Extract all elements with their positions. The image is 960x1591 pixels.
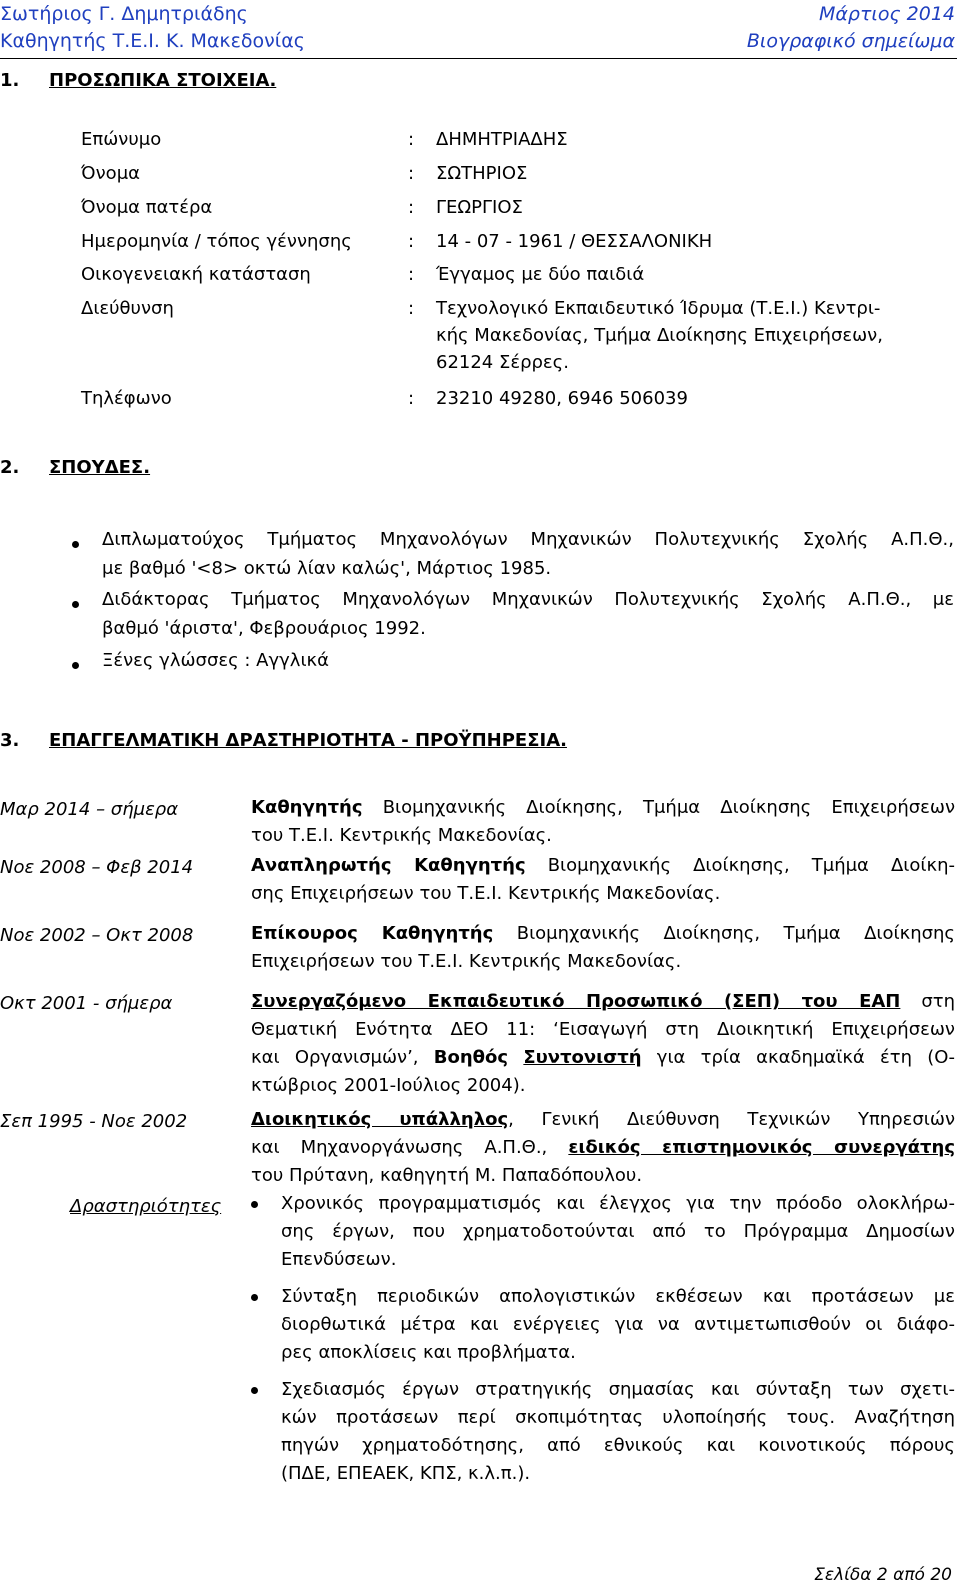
personal-value: Έγγαμος με δύο παιδιά <box>436 264 645 285</box>
experience-line: Θεματική Ενότητα ΔΕΟ 11: ‘Εισαγωγή στη Διοικητική Επιχειρήσεων <box>251 1019 955 1040</box>
experience-entry <box>251 794 955 850</box>
experience-entry <box>251 920 955 976</box>
activity-line: Επενδύσεων. <box>281 1249 397 1270</box>
activity-line: κών προτάσεων περί σκοπιμότητας υλοποίησής τους. Αναζήτηση <box>281 1407 955 1428</box>
experience-line: του Πρύτανη, καθηγητή Μ. Παπαδόπουλου. <box>251 1165 643 1186</box>
study-line: με βαθμό '<8> οκτώ λίαν καλώς', Μάρτιος 1985. <box>102 558 552 579</box>
activity-line: διορθωτικά μέτρα και ενέργειες για να αντιμετωπισθούν οι διάφο- <box>281 1314 955 1335</box>
personal-colon: : <box>408 129 415 150</box>
running-header <box>0 0 957 59</box>
personal-label: Οικογενειακή κατάσταση <box>81 264 311 285</box>
personal-colon: : <box>408 163 415 184</box>
section-title: ΕΠΑΓΓΕΛΜΑΤΙΚΗ ΔΡΑΣΤΗΡΙΟΤΗΤΑ - ΠΡΟΫΠΗΡΕΣΙΑ. <box>49 730 567 751</box>
personal-value: ΔΗΜΗΤΡΙΑΔΗΣ <box>436 129 568 150</box>
bullet-icon <box>251 1387 258 1394</box>
experience-text: και Μηχανοργάνωσης Α.Π.Θ., <box>251 1137 569 1158</box>
experience-text: Βιομηχανικής Διοίκησης, Τμήμα Διοίκη- <box>525 855 956 876</box>
personal-value: 23210 49280, 6946 506039 <box>436 388 688 409</box>
experience-role: Διοικητικός υπάλληλος <box>251 1109 509 1130</box>
activity-line: Σύνταξη περιοδικών απολογιστικών εκθέσεων και προτάσεων με <box>281 1286 955 1307</box>
section-number: 2. <box>0 457 20 478</box>
experience-role: Βοηθός <box>433 1047 509 1068</box>
activity-line: ρες αποκλίσεις και προβλήματα. <box>281 1342 576 1363</box>
section-heading-experience <box>0 730 567 752</box>
personal-label: Διεύθυνση <box>81 298 174 319</box>
experience-role: Καθηγητής <box>251 797 363 818</box>
study-line: Διδάκτορας Τμήματος Μηχανολόγων Μηχανικών Πολυτεχνικής Σχολής Α.Π.Θ., με <box>102 589 954 610</box>
personal-label: Επώνυμο <box>81 129 162 150</box>
activity-line: Σχεδιασμός έργων στρατηγικής σημασίας και σύνταξη των σχετι- <box>281 1379 955 1400</box>
section-number: 1. <box>0 70 20 91</box>
experience-role: Επίκουρος Καθηγητής <box>251 923 494 944</box>
personal-colon: : <box>408 388 415 409</box>
activity-line: πηγών χρηματοδότησης, από εθνικούς και κοινοτικούς πόρους <box>281 1435 955 1456</box>
experience-line: Επιχειρήσεων του Τ.Ε.Ι. Κεντρικής Μακεδονίας. <box>251 951 682 972</box>
personal-colon: : <box>408 197 415 218</box>
personal-label: Τηλέφωνο <box>81 388 172 409</box>
experience-period: Σεπ 1995 - Νοε 2002 <box>0 1111 188 1132</box>
experience-text: στη <box>900 991 955 1012</box>
header-date: Μάρτιος 2014 <box>818 3 955 25</box>
experience-text <box>508 1047 523 1068</box>
study-line: βαθμό 'άριστα', Φεβρουάριος 1992. <box>102 618 426 639</box>
section-title: ΣΠΟΥΔΕΣ. <box>49 457 151 478</box>
experience-text: Βιομηχανικής Διοίκησης, Τμήμα Διοίκησης Επιχειρήσεων <box>362 797 955 818</box>
experience-line <box>251 1044 955 1072</box>
experience-text: για τρία ακαδημαϊκά έτη (Ο- <box>641 1047 955 1068</box>
section-heading-personal <box>0 70 276 92</box>
experience-entry <box>251 852 955 908</box>
experience-role: Αναπληρωτής Καθηγητής <box>251 855 526 876</box>
section-title: ΠΡΟΣΩΠΙΚΑ ΣΤΟΙΧΕΙΑ. <box>49 70 277 91</box>
personal-value: ΓΕΩΡΓΙΟΣ <box>436 197 523 218</box>
personal-value: 14 - 07 - 1961 / ΘΕΣΣΑΛΟΝΙΚΗ <box>436 231 713 252</box>
study-line: Ξένες γλώσσες : Αγγλικά <box>102 650 330 671</box>
experience-role: ειδικός επιστημονικός συνεργάτης <box>568 1137 956 1158</box>
activity-line: Χρονικός προγραμματισμός και έλεγχος για την πρόοδο ολοκλήρω- <box>281 1193 955 1214</box>
personal-colon: : <box>408 264 415 285</box>
experience-text: και Οργανισμών’, <box>251 1047 434 1068</box>
address-line: κής Μακεδονίας, Τμήμα Διοίκησης Επιχειρήσεων, <box>436 325 883 346</box>
experience-line <box>251 852 955 880</box>
personal-label: Όνομα <box>81 163 141 184</box>
experience-role: Συντονιστή <box>523 1047 642 1068</box>
experience-period: Μαρ 2014 – σήμερα <box>0 799 179 820</box>
experience-period: Νοε 2002 – Οκτ 2008 <box>0 925 194 946</box>
experience-line <box>251 1106 955 1134</box>
study-line: Διπλωματούχος Τμήματος Μηχανολόγων Μηχανικών Πολυτεχνικής Σχολής Α.Π.Θ., <box>102 529 954 550</box>
address-line: Τεχνολογικό Εκπαιδευτικό Ίδρυμα (Τ.Ε.Ι.) Κεντρι- <box>436 298 881 319</box>
personal-colon: : <box>408 298 415 319</box>
experience-line <box>251 920 955 948</box>
page-number: Σελίδα 2 από 20 <box>814 1565 952 1585</box>
activity-line: σης έργων, που χρηματοδοτούνται από το Πρόγραμμα Δημοσίων <box>281 1221 955 1242</box>
experience-period: Νοε 2008 – Φεβ 2014 <box>0 857 194 878</box>
experience-line <box>251 1134 955 1162</box>
header-position: Καθηγητής Τ.Ε.Ι. Κ. Μακεδονίας <box>0 30 305 52</box>
personal-colon: : <box>408 231 415 252</box>
experience-text: , Γενική Διεύθυνση Τεχνικών Υπηρεσιών <box>508 1109 955 1130</box>
bullet-icon <box>72 601 79 608</box>
experience-role: Συνεργαζόμενο Εκπαιδευτικό Προσωπικό (ΣΕΠ) του ΕΑΠ <box>251 991 901 1012</box>
header-doc-type: Βιογραφικό σημείωμα <box>746 30 955 52</box>
section-heading-studies <box>0 457 150 479</box>
address-line: 62124 Σέρρες. <box>436 352 569 373</box>
activity-line: (ΠΔΕ, ΕΠΕΑΕΚ, ΚΠΣ, κ.λ.π.). <box>281 1463 531 1484</box>
bullet-icon <box>72 662 79 669</box>
bullet-icon <box>251 1294 258 1301</box>
personal-value: ΣΩΤΗΡΙΟΣ <box>436 163 528 184</box>
bullet-icon <box>72 541 79 548</box>
experience-line: κτώβριος 2001-Ιούλιος 2004). <box>251 1075 526 1096</box>
header-author: Σωτήριος Γ. Δημητριάδης <box>0 3 248 25</box>
personal-label: Όνομα πατέρα <box>81 197 213 218</box>
bullet-icon <box>251 1201 258 1208</box>
activities-label: Δραστηριότητες <box>70 1196 222 1217</box>
experience-line: του Τ.Ε.Ι. Κεντρικής Μακεδονίας. <box>251 825 552 846</box>
experience-line <box>251 794 955 822</box>
section-number: 3. <box>0 730 20 751</box>
experience-line <box>251 988 955 1016</box>
experience-entry <box>251 1106 955 1190</box>
experience-entry <box>251 988 955 1100</box>
experience-line: σης Επιχειρήσεων του Τ.Ε.Ι. Κεντρικής Μακεδονίας. <box>251 883 721 904</box>
experience-period: Οκτ 2001 - σήμερα <box>0 993 173 1014</box>
personal-label: Ημερομηνία / τόπος γέννησης <box>81 231 352 252</box>
experience-text: Βιομηχανικής Διοίκησης, Τμήμα Διοίκησης <box>493 923 955 944</box>
